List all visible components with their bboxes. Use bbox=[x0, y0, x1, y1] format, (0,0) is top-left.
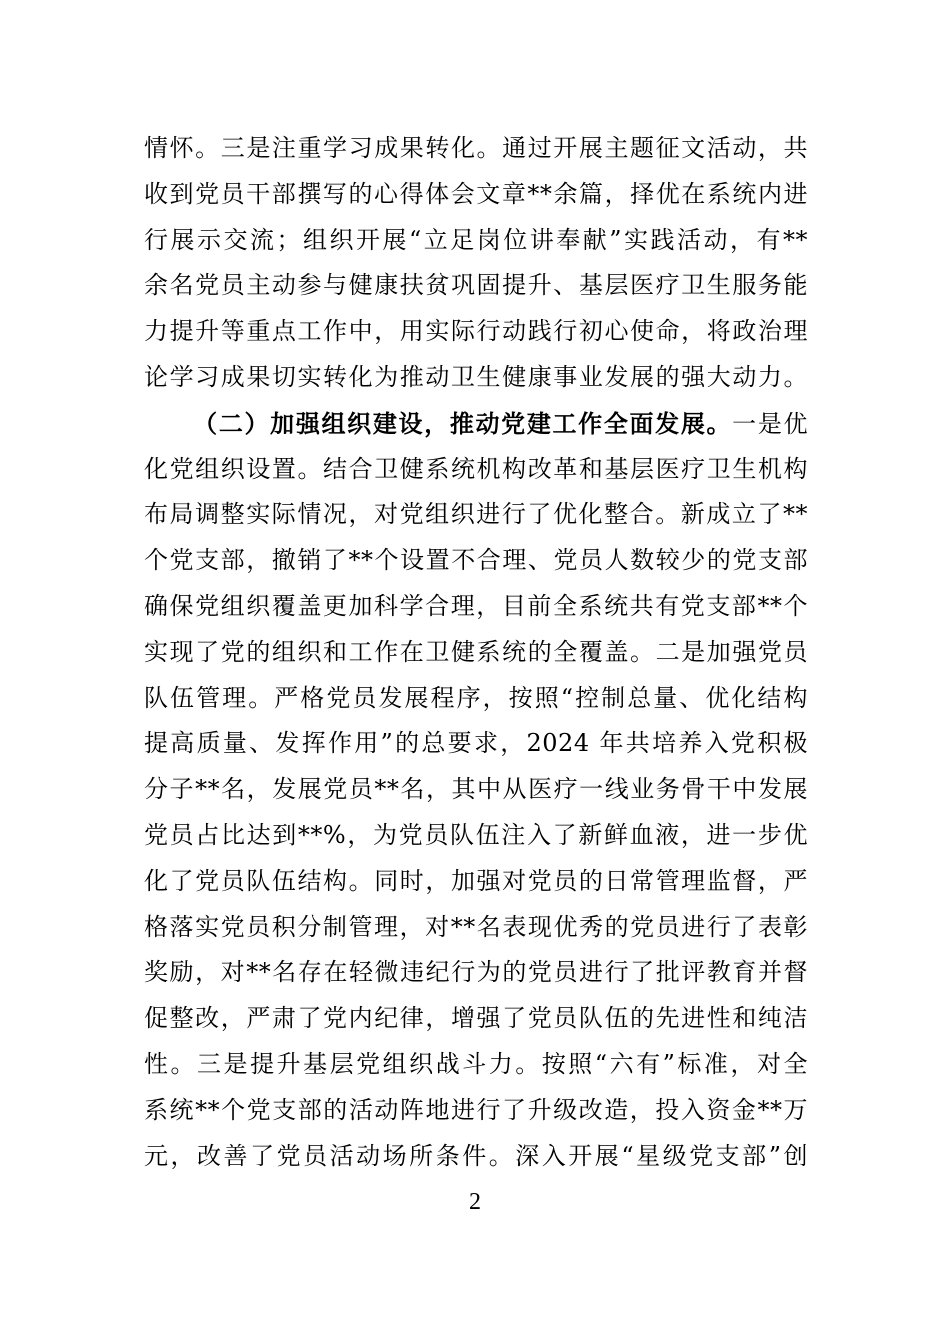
text-line: 收到党员干部撰写的心得体会文章**余篇，择优在系统内进 bbox=[144, 179, 808, 208]
text-line: 实现了党的组织和工作在卫健系统的全覆盖。二是加强党员 bbox=[144, 637, 808, 666]
text-line: 元，改善了党员活动场所条件。深入开展“星级党支部”创 bbox=[144, 1141, 808, 1170]
text-line: 提高质量、发挥作用”的总要求，2024 年共培养入党积极 bbox=[144, 729, 808, 758]
section-heading: （二）加强组织建设，推动党建工作全面发展。 bbox=[192, 408, 733, 438]
text-line: 布局调整实际情况，对党组织进行了优化整合。新成立了** bbox=[144, 500, 808, 529]
text-line: 行展示交流；组织开展“立足岗位讲奉献”实践活动，有** bbox=[144, 225, 808, 254]
body-text bbox=[144, 126, 808, 1179]
text-line: 奖励，对**名存在轻微违纪行为的党员进行了批评教育并督 bbox=[144, 958, 808, 987]
text-line: 论学习成果切实转化为推动卫生健康事业发展的强大动力。 bbox=[144, 362, 808, 391]
text-line: 性。三是提升基层党组织战斗力。按照“六有”标准，对全 bbox=[144, 1049, 808, 1078]
text-line: 个党支部，撤销了**个设置不合理、党员人数较少的党支部 bbox=[144, 546, 808, 575]
text-line: 化了党员队伍结构。同时，加强对党员的日常管理监督，严 bbox=[144, 866, 808, 895]
text-line: 余名党员主动参与健康扶贫巩固提升、基层医疗卫生服务能 bbox=[144, 271, 808, 300]
text-line: 促整改，严肃了党内纪律，增强了党员队伍的先进性和纯洁 bbox=[144, 1004, 808, 1033]
text-line: 化党组织设置。结合卫健系统机构改革和基层医疗卫生机构 bbox=[144, 454, 808, 483]
text-line: 确保党组织覆盖更加科学合理，目前全系统共有党支部**个 bbox=[144, 591, 808, 620]
text-line: 格落实党员积分制管理，对**名表现优秀的党员进行了表彰 bbox=[144, 912, 808, 941]
section-heading-line bbox=[144, 401, 808, 447]
text-line: 情怀。三是注重学习成果转化。通过开展主题征文活动，共 bbox=[144, 134, 808, 162]
text-line: 力提升等重点工作中，用实际行动践行初心使命，将政治理 bbox=[144, 317, 808, 346]
text-line: 分子**名，发展党员**名，其中从医疗一线业务骨干中发展 bbox=[144, 775, 808, 804]
text-line: 系统**个党支部的活动阵地进行了升级改造，投入资金**万 bbox=[144, 1095, 808, 1124]
text-line: 队伍管理。严格党员发展程序，按照“控制总量、优化结构 bbox=[144, 683, 808, 712]
text-line: 党员占比达到**%，为党员队伍注入了新鲜血液，进一步优 bbox=[144, 820, 808, 849]
page-number: 2 bbox=[469, 1189, 481, 1215]
heading-line-tail: 一是优 bbox=[732, 409, 808, 438]
